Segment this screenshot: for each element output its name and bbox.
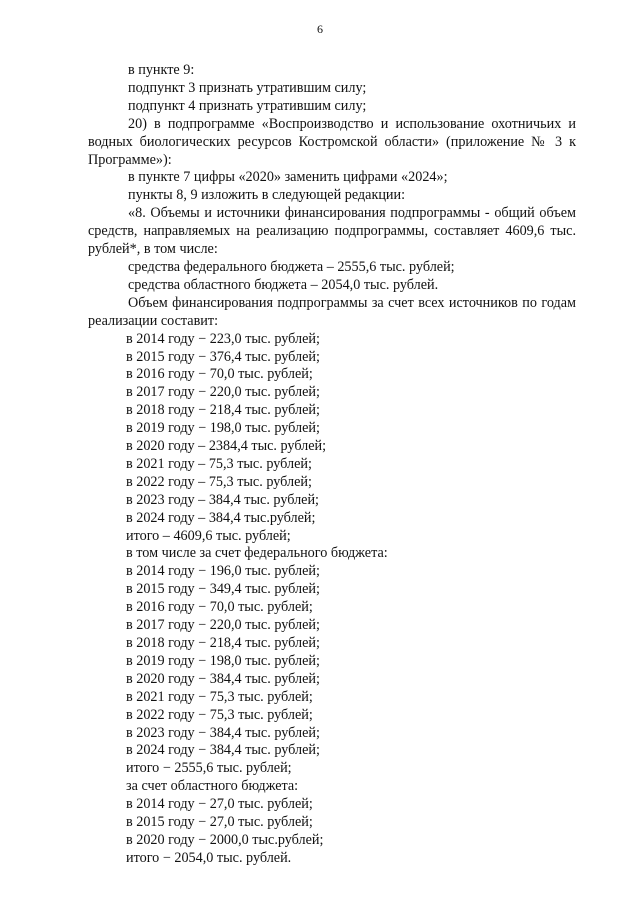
list-item-total: итого − 2555,6 тыс. рублей; bbox=[126, 760, 292, 777]
list-item: в 2020 году − 2000,0 тыс.рублей; bbox=[126, 831, 324, 848]
federal-by-year-list bbox=[88, 563, 576, 778]
list-item: в 2020 году – 2384,4 тыс. рублей; bbox=[126, 438, 327, 455]
list-item: в 2016 году − 70,0 тыс. рублей; bbox=[126, 599, 313, 616]
list-item: в 2016 году − 70,0 тыс. рублей; bbox=[126, 366, 313, 383]
text-line: средства областного бюджета – 2054,0 тыс. рублей. bbox=[128, 276, 439, 293]
list-item-total: итого – 4609,6 тыс. рублей; bbox=[126, 527, 291, 544]
list-item: в 2017 году − 220,0 тыс. рублей; bbox=[126, 384, 320, 401]
list-item: в 2014 году − 196,0 тыс. рублей; bbox=[126, 563, 320, 580]
list-item: в 2014 году − 223,0 тыс. рублей; bbox=[126, 330, 320, 347]
text-line: подпункт 3 признать утратившим силу; bbox=[128, 79, 367, 96]
list-item: в 2015 году − 349,4 тыс. рублей; bbox=[126, 581, 320, 598]
list-item: в 2022 году − 75,3 тыс. рублей; bbox=[126, 706, 313, 723]
regional-heading: за счет областного бюджета: bbox=[126, 778, 299, 795]
paragraph-item-8: «8. Объемы и источники финансирования подпрограммы - общий объем средств, направляемых на реализацию подпрограммы, составляет 4609,6 тыс. рублей*, в том числе: bbox=[88, 205, 576, 258]
list-item: в 2022 году – 75,3 тыс. рублей; bbox=[126, 473, 312, 490]
list-item: в 2019 году − 198,0 тыс. рублей; bbox=[126, 652, 320, 669]
list-item: в 2014 году − 27,0 тыс. рублей; bbox=[126, 796, 313, 813]
list-item: в 2020 году − 384,4 тыс. рублей; bbox=[126, 670, 320, 687]
list-item: в 2015 году − 27,0 тыс. рублей; bbox=[126, 814, 313, 831]
paragraph-item-20: 20) в подпрограмме «Воспроизводство и использование охотничьих и водных биологических ресурсов Костромской области» (приложение № 3 к Программе»): bbox=[88, 115, 576, 168]
list-item: в 2023 году − 384,4 тыс. рублей; bbox=[126, 724, 320, 741]
list-item: в 2015 году − 376,4 тыс. рублей; bbox=[126, 348, 320, 365]
list-item: в 2019 году − 198,0 тыс. рублей; bbox=[126, 420, 320, 437]
text-line: пункты 8, 9 изложить в следующей редакции: bbox=[128, 187, 406, 204]
list-item: в 2017 году − 220,0 тыс. рублей; bbox=[126, 617, 320, 634]
document-body bbox=[88, 62, 576, 868]
text-line: подпункт 4 признать утратившим силу; bbox=[128, 97, 367, 114]
text-line: в пункте 7 цифры «2020» заменить цифрами «2024»; bbox=[128, 169, 448, 186]
list-item-total: итого − 2054,0 тыс. рублей. bbox=[126, 849, 292, 866]
paragraph-financing-by-year: Объем финансирования подпрограммы за счет всех источников по годам реализации составит: bbox=[88, 294, 576, 329]
list-item: в 2018 году − 218,4 тыс. рублей; bbox=[126, 635, 320, 651]
list-item: в 2018 году − 218,4 тыс. рублей; bbox=[126, 402, 320, 419]
list-item: в 2023 году – 384,4 тыс. рублей; bbox=[126, 491, 319, 508]
list-item: в 2021 году − 75,3 тыс. рублей; bbox=[126, 688, 313, 705]
text-line: средства федерального бюджета – 2555,6 тыс. рублей; bbox=[128, 258, 455, 275]
page-number: 6 bbox=[317, 22, 323, 36]
regional-by-year-list bbox=[88, 796, 576, 868]
list-item: в 2024 году − 384,4 тыс. рублей; bbox=[126, 742, 320, 759]
list-item: в 2021 году – 75,3 тыс. рублей; bbox=[126, 455, 312, 472]
text-line: в пункте 9: bbox=[128, 62, 195, 78]
total-by-year-list bbox=[88, 331, 576, 546]
federal-heading: в том числе за счет федерального бюджета: bbox=[126, 545, 388, 562]
list-item: в 2024 году – 384,4 тыс.рублей; bbox=[126, 509, 316, 526]
